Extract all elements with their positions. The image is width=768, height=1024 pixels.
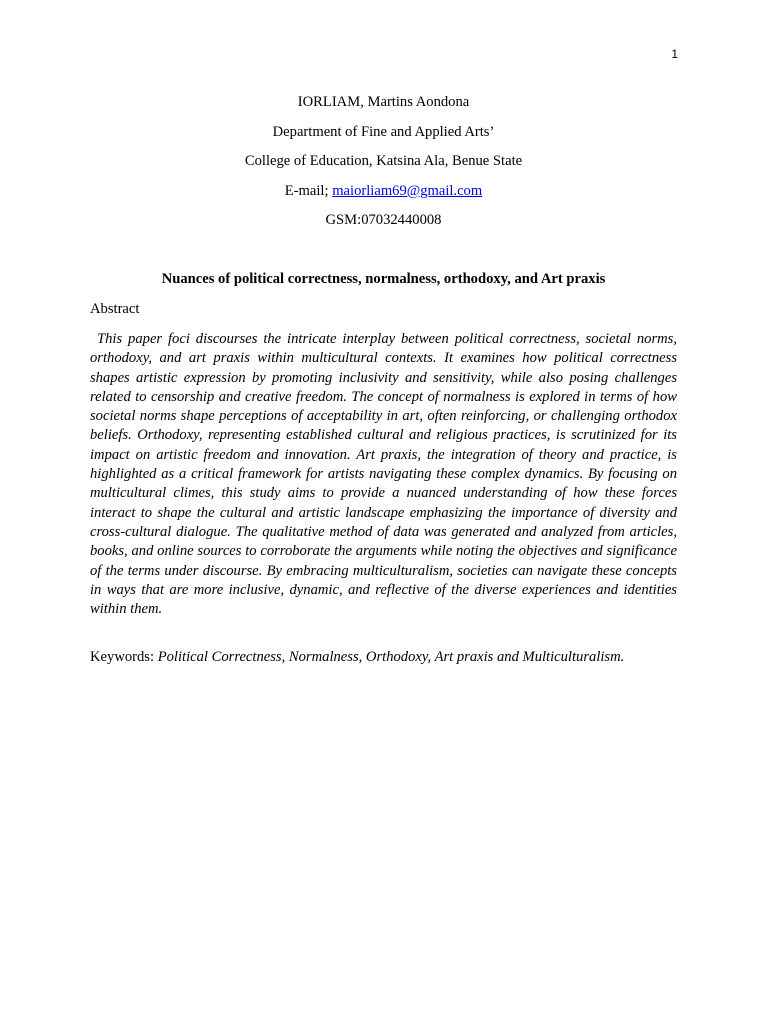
keywords-values: Political Correctness, Normalness, Orthodoxy, Art praxis and Multiculturalism. [157,649,625,665]
author-block [90,92,677,240]
author-gsm: GSM:07032440008 [325,212,442,228]
abstract-heading: Abstract [90,301,140,317]
author-institution: College of Education, Katsina Ala, Benue State [244,153,523,169]
author-name: IORLIAM, Martins Aondona [297,94,470,110]
keywords-line [90,647,677,667]
author-department: Department of Fine and Applied Arts’ [272,123,495,140]
abstract-body: This paper foci discourses the intricate interplay between political correctness, societal norms, orthodoxy, and art praxis within multicultural contexts. It examines how political correctness shapes artistic expression by promoting inclusivity and sensitivity, while also posing challenges related to censorship and creative freedom. The concept of normalness is explored in terms of how societal norms shape perceptions of acceptability in art, often reinforcing, or challenging orthodox beliefs. Orthodoxy, representing established cultural and religious practices, is scrutinized for its impact on artistic freedom and innovation. Art praxis, the integration of theory and practice, is highlighted as a critical framework for artists navigating these complex dynamics. By focusing on multicultural climes, this study aims to provide a nuanced understanding of how these forces interact to shape the cultural and artistic landscape emphasizing the importance of diversity and cross-cultural dialogue. The qualitative method of data was generated and analyzed from articles, books, and online sources to corroborate the arguments while noting the objectives and significance of the terms under discourse. By embracing multiculturalism, societies can navigate these concepts in ways that are more inclusive, dynamic, and reflective of the diverse experiences and identities within them. [90,331,677,618]
email-label: E-mail; [284,182,333,199]
paper-title: Nuances of political correctness, normalness, orthodoxy, and Art praxis [161,271,606,287]
page-number: 1 [671,47,678,61]
email-link[interactable]: maiorliam69@gmail.com [332,182,483,199]
keywords-label: Keywords: [90,649,158,665]
author-email-line [90,181,677,211]
